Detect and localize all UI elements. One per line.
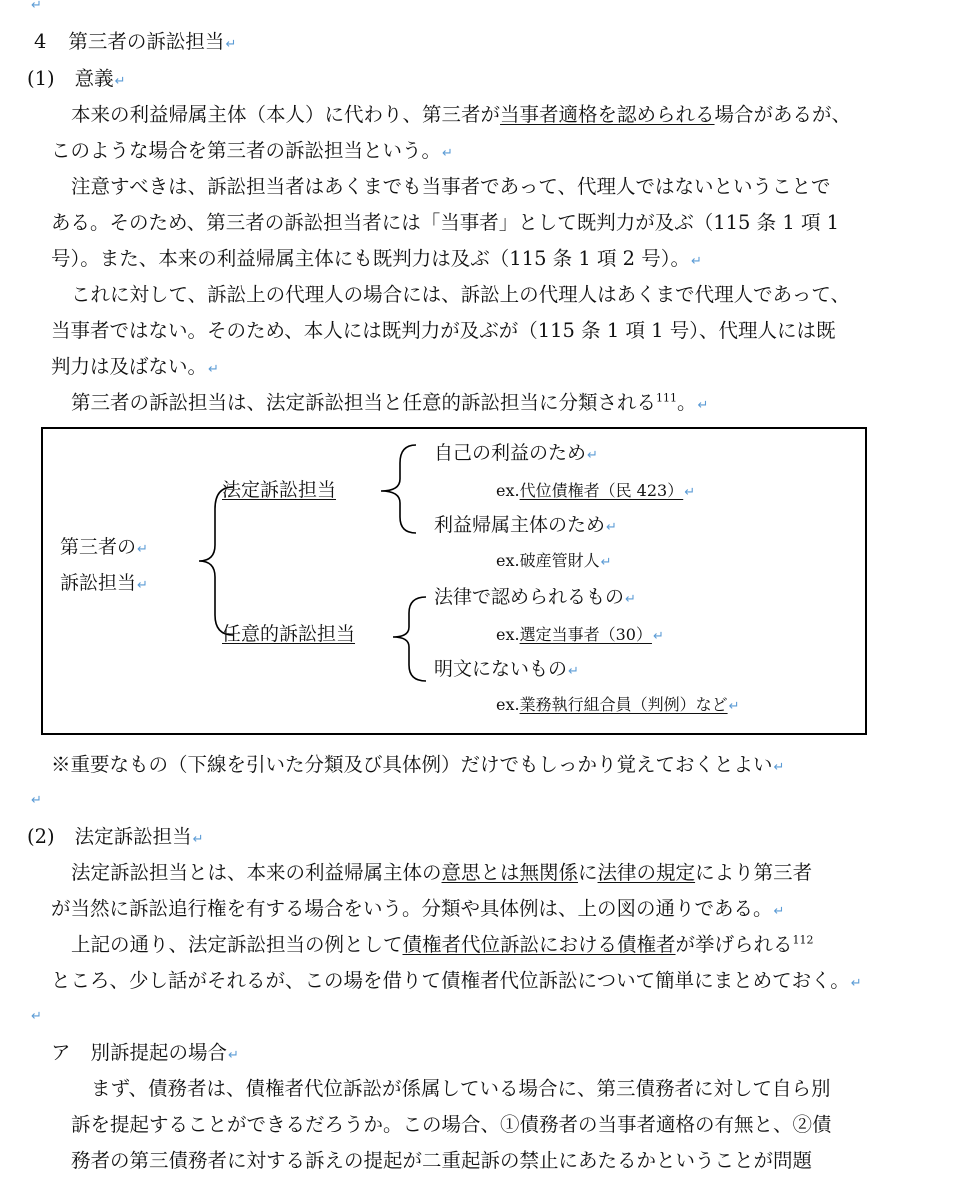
paragraph-line xyxy=(71,391,708,418)
text: このような場合を第三者の訴訟担当という。 xyxy=(51,139,442,162)
text: ※重要なもの（下線を引いた分類及び具体例）だけでもしっかり覚えておくとよい xyxy=(51,753,773,776)
text: 明文にないもの xyxy=(434,658,568,680)
text: 判力は及ばない。 xyxy=(51,355,208,378)
item-title: 別訴提起の場合 xyxy=(90,1041,228,1064)
item-label: ア xyxy=(51,1041,71,1064)
diagram-root-2 xyxy=(60,571,148,598)
return-mark-icon: ↵ xyxy=(606,520,617,535)
return-mark-icon: ↵ xyxy=(652,629,664,644)
legal-representation-node: 法定訴訟担当 xyxy=(222,479,337,501)
text: 利益帰属主体のため xyxy=(434,514,606,536)
return-mark-icon: ↵ xyxy=(228,1048,239,1063)
legal-brace xyxy=(381,445,416,533)
return-mark-icon: ↵ xyxy=(192,832,204,847)
return-mark-icon: ↵ xyxy=(697,398,709,413)
subsection-heading-2 xyxy=(27,825,204,852)
legal-sub-b-example xyxy=(496,551,612,573)
paragraph-line: 務者の第三債務者に対する訴えの提起が二重起訴の禁止にあたるかということが問題 xyxy=(71,1149,813,1172)
voluntary-representation-node: 任意的訴訟担当 xyxy=(222,623,356,645)
text: ex.破産管財人 xyxy=(496,551,600,570)
paragraph-line: まず、債務者は、債権者代位訴訟が係属している場合に、第三債務者に対して自ら別 xyxy=(91,1077,831,1100)
footnote-ref[interactable]: 111 xyxy=(656,391,678,405)
paragraph-line: 訴を提起することができるだろうか。この場合、①債務者の当事者適格の有無と、②債 xyxy=(71,1113,832,1136)
paragraph-line xyxy=(71,861,812,885)
underlined-term: 法律の規定 xyxy=(597,861,696,884)
text: 第三者の訴訟担当は、法定訴訟担当と任意的訴訟担当に分類される xyxy=(71,391,657,414)
text: 号）。また、本来の利益帰属主体にも既判力は及ぶ（115 条 1 項 2 号）。 xyxy=(51,247,691,270)
text: 上記の通り、法定訴訟担当の例として xyxy=(71,933,403,956)
return-mark-icon: ↵ xyxy=(31,1009,42,1024)
paragraph-line xyxy=(51,247,702,274)
text: ところ、少し話がそれるが、この場を借りて債権者代位訴訟について簡単にまとめておく。 xyxy=(51,969,850,992)
text: ex. xyxy=(496,695,520,714)
section-title: 第三者の訴訟担当 xyxy=(68,30,225,53)
underlined-term: 債権者代位訴訟における債権者 xyxy=(402,933,676,956)
root-brace xyxy=(199,487,233,635)
subsection-title: 法定訴訟担当 xyxy=(74,825,192,848)
legal-sub-a xyxy=(434,441,598,468)
return-mark-icon: ↵ xyxy=(137,542,148,557)
return-mark-icon: ↵ xyxy=(684,485,696,500)
text: が当然に訴訟追行権を有する場合をいう。分類や具体例は、上の図の通りである。 xyxy=(51,897,773,920)
text: 。 xyxy=(677,391,697,414)
underlined-example: 代位債権者（民 423） xyxy=(519,481,684,500)
diagram-root xyxy=(60,535,148,562)
paragraph-line xyxy=(51,897,784,924)
text: 法律で認められるもの xyxy=(434,586,625,608)
return-mark-icon: ↵ xyxy=(625,592,636,607)
underlined-example: 業務執行組合員（判例）など xyxy=(519,695,728,714)
paragraph-line: 当事者ではない。そのため、本人には既判力が及ぶが（115 条 1 項 1 号）、代理人には既 xyxy=(51,319,836,342)
return-mark-icon: ↵ xyxy=(114,74,126,89)
return-mark-icon: ↵ xyxy=(442,146,453,161)
text: ex. xyxy=(496,625,520,644)
text: 訴訟担当 xyxy=(60,572,137,594)
legal-sub-b xyxy=(434,513,617,540)
section-heading xyxy=(34,30,236,57)
paragraph-line xyxy=(51,355,219,382)
underlined-term: 当事者適格を認められる xyxy=(500,103,715,126)
paragraph-line xyxy=(71,933,814,957)
return-mark-icon: ↵ xyxy=(773,904,785,919)
text: 自己の利益のため xyxy=(434,442,587,464)
text: 本来の利益帰属主体（本人）に代わり、第三者が xyxy=(71,103,501,126)
paragraph-line: 注意すべきは、訴訟担当者はあくまでも当事者であって、代理人ではないということで xyxy=(71,175,831,198)
underlined-term: 意思とは無関係 xyxy=(441,861,579,884)
voluntary-brace xyxy=(393,597,426,681)
return-mark-icon: ↵ xyxy=(137,578,148,593)
text: により第三者 xyxy=(695,861,813,884)
text: ex. xyxy=(496,481,520,500)
return-mark-icon: ↵ xyxy=(691,254,702,269)
return-mark-icon: ↵ xyxy=(587,448,598,463)
brace-lines xyxy=(43,429,869,737)
paragraph-line xyxy=(51,139,453,166)
subsection-title: 意義 xyxy=(74,67,114,90)
subsection-heading-1 xyxy=(27,67,126,94)
return-mark-icon: ↵ xyxy=(728,699,740,714)
paragraph-line: これに対して、訴訟上の代理人の場合には、訴訟上の代理人はあくまで代理人であって、 xyxy=(71,283,851,306)
return-mark-icon: ↵ xyxy=(600,555,612,570)
return-mark-icon: ↵ xyxy=(31,0,42,13)
voluntary-sub-b-example xyxy=(496,695,740,717)
voluntary-sub-a xyxy=(434,585,636,612)
footnote-ref[interactable]: 112 xyxy=(792,933,814,947)
underlined-example: 選定当事者（30） xyxy=(519,625,652,644)
legal-sub-a-example xyxy=(496,481,695,503)
text: 法定訴訟担当とは、本来の利益帰属主体の xyxy=(71,861,442,884)
return-mark-icon: ↵ xyxy=(568,664,579,679)
return-mark-icon: ↵ xyxy=(31,793,42,808)
return-mark-icon: ↵ xyxy=(850,976,862,991)
voluntary-sub-b xyxy=(434,657,579,684)
paragraph-line xyxy=(71,103,851,127)
voluntary-sub-a-example xyxy=(496,625,664,647)
return-mark-icon: ↵ xyxy=(225,37,237,52)
subsection-label: (2) xyxy=(27,825,55,848)
return-mark-icon: ↵ xyxy=(773,760,785,775)
paragraph-line: ある。そのため、第三者の訴訟担当者には「当事者」として既判力が及ぶ（115 条 1 項 1 xyxy=(51,211,840,234)
classification-diagram xyxy=(41,427,867,735)
note-line xyxy=(51,753,784,780)
text: が挙げられる xyxy=(675,933,793,956)
paragraph-line xyxy=(51,969,862,996)
text: 第三者の xyxy=(60,536,137,558)
text: 場合があるが、 xyxy=(714,103,852,126)
item-heading-a xyxy=(51,1041,239,1068)
text: に xyxy=(578,861,598,884)
return-mark-icon: ↵ xyxy=(208,362,219,377)
subsection-label: (1) xyxy=(27,67,55,90)
section-number: 4 xyxy=(34,30,47,53)
